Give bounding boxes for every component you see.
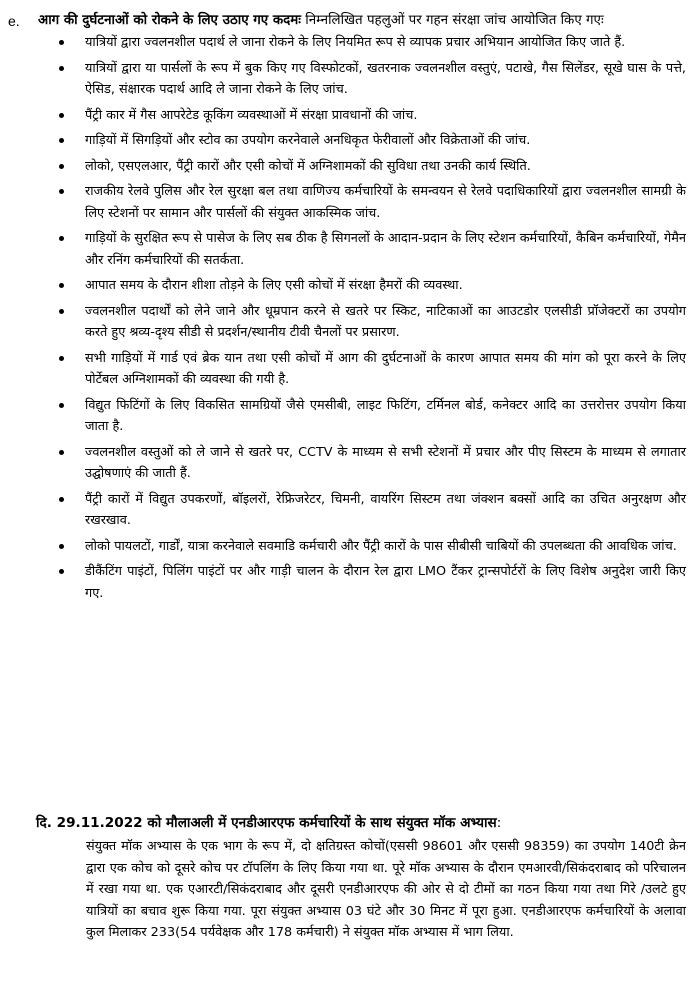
list-item xyxy=(85,442,686,485)
list-item-text: पैंट्री कार में गैस आपरेटेड कूकिंग व्यवस्थाओं में संरक्षा प्रावधानों की जांच. xyxy=(85,107,418,123)
bullet-icon xyxy=(59,356,64,361)
list-item-text: पैंट्री कारों में विद्युत उपकरणों, बॉइलरों, रेफ्रिजरेटर, चिमनी, वायरिंग सिस्टम तथा जंक्शन बक्सों आदि का उचित अनुरक्षण और रखरखाव. xyxy=(85,491,686,528)
fire-prevention-section xyxy=(0,10,700,608)
list-item xyxy=(85,395,686,438)
list-item xyxy=(85,181,686,224)
list-item-text: डीकैंटिंग पाइंटों, पिलिंग पाइंटों पर और गाड़ी चालन के दौरान रेल द्वारा LMO टैंकर ट्रान्सपोर्टरों के लिए विशेष अनुदेश जारी किए गए. xyxy=(85,564,686,601)
section-heading-text: निम्नलिखित पहलुओं पर गहन संरक्षा जांच आयोजित किए गएः xyxy=(300,13,604,28)
section-marker: e. xyxy=(8,13,20,29)
bullet-icon xyxy=(59,138,64,143)
list-item-text: आपात समय के दौरान शीशा तोड़ने के लिए एसी कोचों में संरक्षा हैमरों की व्यवस्था. xyxy=(85,278,463,293)
list-item xyxy=(85,301,686,344)
list-item-text: सभी गाड़ियों में गार्ड एवं ब्रेक यान तथा एसी कोचों में आग की दुर्घटनाओं के कारण आपात समय की मांग को पूरा करने के लिए पोर्टेबल अग्निशामकों की व्यवस्था की गयी है. xyxy=(85,350,686,387)
mock-drill-heading-colon: : xyxy=(496,815,502,831)
bullet-icon xyxy=(59,189,64,194)
list-item xyxy=(85,489,686,532)
measures-list xyxy=(0,32,700,604)
bullet-icon xyxy=(59,113,64,118)
list-item-text: विद्युत फिटिंगों के लिए विकसित सामग्रियों जैसे एमसीबी, लाइट फिटिंग, टर्मिनल बोर्ड, कनेक्टर आदि का उत्तरोत्तर उपयोग किया जाता है. xyxy=(85,397,686,434)
bullet-icon xyxy=(59,283,64,288)
list-item xyxy=(85,58,686,101)
bullet-icon xyxy=(59,450,64,455)
bullet-icon xyxy=(59,309,64,314)
list-item-text: ज्वलनशील पदार्थों को लेने जाने और धूम्रपान करने से खतरे पर स्किट, नाटिकाओं का आउटडोर एलसीडी प्रॉजेक्टरों का उपयोग करते हुए श्रव्य-दृश्य सीडी से प्रदर्शन/स्थानीय टीवी चैनलों पर प्रसारण. xyxy=(85,303,686,340)
section-heading xyxy=(38,10,688,32)
bullet-icon xyxy=(59,66,64,71)
mock-drill-heading-bold: दि. 29.11.2022 को मौलाअली में एनडीआरएफ कर्मचारियों के साथ संयुक्त मॉक अभ्यास xyxy=(36,815,497,831)
list-item xyxy=(85,105,686,127)
list-item xyxy=(85,275,686,297)
mock-drill-heading xyxy=(36,812,688,834)
list-item xyxy=(85,561,686,604)
list-item-text: राजकीय रेलवे पुलिस और रेल सुरक्षा बल तथा वाणिज्य कर्मचारियों के समन्वयन से रेलवे पदाधिकारियों द्वारा ज्वलनशील सामग्री के लिए स्टेशनों पर सामान और पार्सलों की संयुक्त आकस्मिक जांच. xyxy=(85,184,686,221)
list-item-text: लोको, एसएलआर, पैंट्री कारों और एसी कोचों में अग्निशामकों की सुविधा तथा उनकी कार्य स्थिति. xyxy=(85,158,531,174)
list-item-text: गाड़ियों में सिगड़ियों और स्टोव का उपयोग करनेवाले अनधिकृत फेरीवालों और विक्रेताओं की जांच. xyxy=(85,133,531,148)
list-item xyxy=(85,536,686,558)
list-item-text: यात्रियों द्वारा ज्वलनशील पदार्थ ले जाना रोकने के लिए नियमित रूप से व्यापक प्रचार अभियान आयोजित किए जाते हैं. xyxy=(85,35,626,50)
list-item-text: ज्वलनशील वस्तुओं को ले जाने से खतरे पर, CCTV के माध्यम से सभी स्टेशनों में प्रचार और पीए सिस्टम के माध्यम से लगातार उद्घोषणाएं की जाती हैं. xyxy=(85,444,686,481)
list-item-text: गाड़ियों के सुरक्षित रूप से पासेज के लिए सब ठीक है सिगनलों के आदान-प्रदान के लिए स्टेशन कर्मचारियों, कैबिन कर्मचारियों, गेमैन और रनिंग कर्मचारियों की सतर्कता. xyxy=(85,231,686,268)
list-item xyxy=(85,348,686,391)
bullet-icon xyxy=(59,569,64,574)
list-item-text: लोको पायलटों, गार्डों, यात्रा करनेवाले सवमाडि कर्मचारी और पैंट्री कारों के पास सीबीसी चाबियों की उपलब्धता की आवधिक जांच. xyxy=(85,538,677,554)
list-item xyxy=(85,130,686,152)
bullet-icon xyxy=(59,497,64,502)
mock-drill-paragraph: संयुक्त मॉक अभ्यास के एक भाग के रूप में, दो क्षतिग्रस्त कोचों(एससी 98601 और एससी 98359) का उपयोग 140टी क्रेन द्वारा एक कोच को दूसरे कोच पर टॉपलिंग के लिए किया गया था. पूरे मॉक अभ्यास के दौरान एमआरवी/सिकंदराबाद को परिचालन में रखा गया था. एक एआरटी/सिकंदराबाद और दूसरी एनडीआरएफ की ओर से दो टीमों का गठन किया गया तथा गिरे /उलटे हुए यात्रियों का बचाव शुरू किया गया. पूरा संयुक्त अभ्यास 03 घंटे और 30 मिनट में पूरा हुआ. एनडीआरएफ कर्मचारियों के अलावा कुल मिलाकर 233(54 पर्यवेक्षक और 178 कर्मचारी) ने संयुक्त मॉक अभ्यास में भाग लिया. xyxy=(86,839,686,940)
list-item-text: यात्रियों द्वारा या पार्सलों के रूप में बुक किए गए विस्फोटकों, खतरनाक ज्वलनशील वस्तुएं, पटाखे, गैस सिलेंडर, सूखे घास के पत्ते, ऐसिड, संक्षारक पदार्थ आदि ले जाना रोकने के लिए जांच. xyxy=(85,60,686,97)
list-item xyxy=(85,32,686,54)
bullet-icon xyxy=(59,544,64,549)
bullet-icon xyxy=(59,403,64,408)
bullet-icon xyxy=(59,40,64,45)
list-item xyxy=(85,156,686,178)
mock-drill-section xyxy=(0,812,700,944)
list-item xyxy=(85,228,686,271)
bullet-icon xyxy=(59,164,64,169)
bullet-icon xyxy=(59,236,64,241)
section-heading-bold: आग की दुर्घटनाओं को रोकने के लिए उठाए गए कदमः xyxy=(38,13,301,28)
